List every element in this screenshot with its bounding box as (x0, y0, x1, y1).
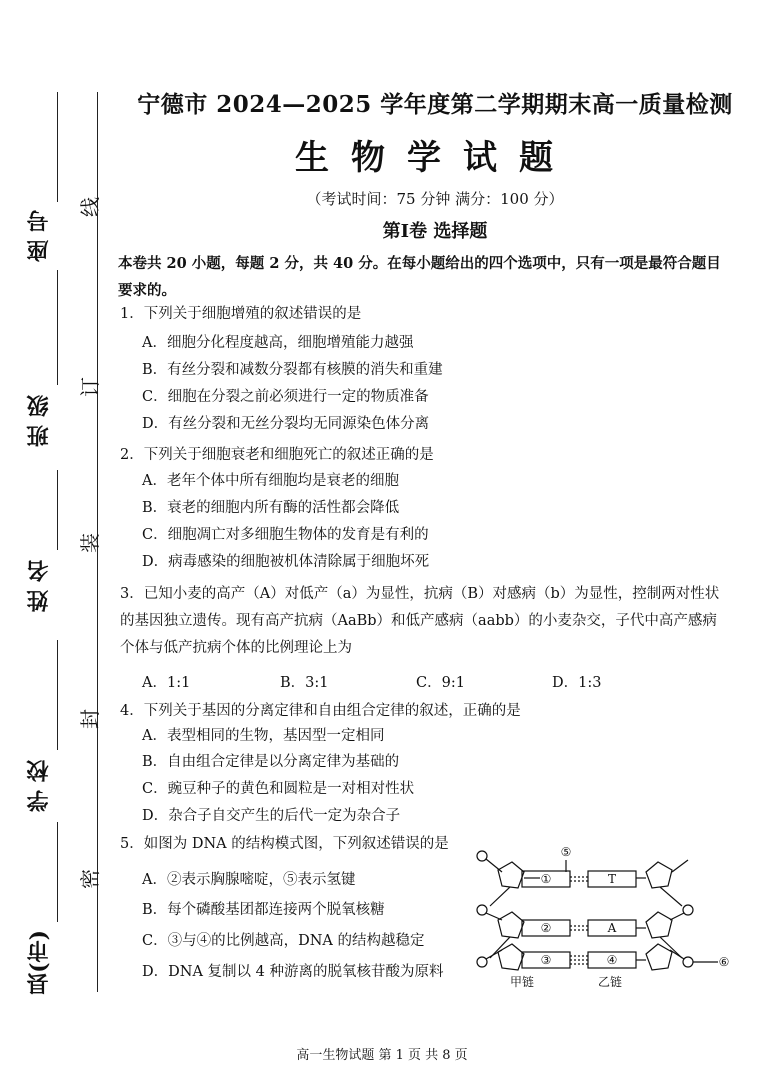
phosphate-circle (683, 905, 693, 915)
deoxyribose-pentagon (646, 944, 672, 970)
base-label-right-2: A (607, 921, 617, 935)
strand-label-b: 乙链 (597, 975, 623, 989)
question-3-stem: 3．已知小麦的高产（A）对低产（a）为显性，抗病（B）对感病（b）为显性，控制两对性状的基因独立遗传。现有高产抗病（AaBb）和低产感病（aabb）的小麦杂交，子代中高产感病个体与低产抗病个体的比例理论上为 (120, 586, 720, 656)
question-4-stem: 4．下列关于基因的分离定律和自由组合定律的叙述，正确的是 (120, 703, 521, 719)
phosphate-circle (683, 957, 693, 967)
blank-class (57, 270, 58, 385)
cut-mark-ding: 订 (78, 377, 102, 397)
deoxyribose-pentagon (646, 912, 672, 938)
deoxyribose-pentagon (498, 944, 524, 970)
question-5-stem: 5．如图为 DNA 的结构模式图，下列叙述错误的是 (120, 836, 449, 852)
question-2-option-d: D．病毒感染的细胞被机体清除属于细胞坏死 (142, 554, 430, 570)
label-name: 姓 名 (26, 560, 52, 612)
marker-right-label: ⑥ (718, 955, 730, 969)
question-4-option-a: A．表型相同的生物，基因型一定相同 (142, 728, 385, 744)
strand-label-a: 甲链 (509, 975, 535, 989)
section-heading: 第Ⅰ卷 选择题 (382, 221, 488, 242)
question-2-stem: 2．下列关于细胞衰老和细胞死亡的叙述正确的是 (120, 447, 434, 463)
question-4-option-c: C．豌豆种子的黄色和圆粒是一对相对性状 (142, 781, 415, 797)
question-4-option-d: D．杂合子自交产生的后代一定为杂合子 (142, 808, 401, 824)
label-class: 班 级 (26, 395, 52, 447)
cut-mark-xian: 线 (78, 197, 102, 217)
question-5-option-d: D．DNA 复制以 4 种游离的脱氧核苷酸为原料 (142, 964, 444, 980)
deoxyribose-pentagon (498, 862, 524, 888)
blank-school (57, 640, 58, 750)
deoxyribose-pentagon (498, 912, 524, 938)
dna-structure-figure (460, 840, 730, 990)
label-school: 学 校 (26, 760, 52, 812)
question-1-option-b: B．有丝分裂和减数分裂都有核膜的消失和重建 (142, 362, 443, 378)
phosphate-circle (477, 957, 487, 967)
question-1-option-c: C．细胞在分裂之前必须进行一定的物质准备 (142, 389, 429, 405)
cut-mark-feng: 封 (78, 709, 102, 729)
base-label-right-3: ④ (606, 953, 618, 967)
cut-mark-zhuang: 装 (78, 533, 102, 553)
question-1-stem: 1．下列关于细胞增殖的叙述错误的是 (120, 306, 362, 322)
marker-top-label: ⑤ (560, 845, 572, 859)
question-3-option-b: B．3:1 (280, 675, 329, 691)
page-footer: 高一生物试题 第 1 页 共 8 页 (296, 1048, 468, 1063)
blank-county (57, 822, 58, 922)
question-5-option-c: C．③与④的比例越高，DNA 的结构越稳定 (142, 933, 425, 949)
question-3-option-d: D．1:3 (552, 675, 602, 691)
base-label-left-1: ① (540, 872, 552, 886)
exam-title: 宁德市 2024—2025 学年度第二学期期末高一质量检测 (137, 91, 733, 118)
deoxyribose-pentagon (646, 862, 672, 888)
question-1-option-d: D．有丝分裂和无丝分裂均无同源染色体分离 (142, 416, 430, 432)
question-5-option-b: B．每个磷酸基团都连接两个脱氧核糖 (142, 902, 385, 918)
phosphate-circle (477, 851, 487, 861)
phosphate-circle (477, 905, 487, 915)
question-1-option-a: A．细胞分化程度越高，细胞增殖能力越强 (142, 335, 414, 351)
exam-meta: （考试时间：75 分钟 满分：100 分） (306, 190, 564, 208)
question-2-option-c: C．细胞凋亡对多细胞生物体的发育是有利的 (142, 527, 429, 543)
blank-name (57, 470, 58, 550)
base-label-left-3: ③ (540, 953, 552, 967)
base-label-right-1: T (607, 872, 617, 886)
question-2-option-a: A．老年个体中所有细胞均是衰老的细胞 (142, 473, 399, 489)
blank-seat (57, 92, 58, 202)
section-instructions: 本卷共 20 小题，每题 2 分，共 40 分。在每小题给出的四个选项中，只有一项是最符合题目要求的。 (118, 255, 721, 299)
base-label-left-2: ② (540, 921, 552, 935)
label-seat: 座 号 (26, 210, 52, 262)
subject-title: 生物学试题 (295, 138, 575, 178)
question-3-option-c: C．9:1 (416, 675, 465, 691)
question-5-option-a: A．②表示胸腺嘧啶，⑤表示氢键 (142, 872, 356, 888)
question-2-option-b: B．衰老的细胞内所有酶的活性都会降低 (142, 500, 400, 516)
question-4-option-b: B．自由组合定律是以分离定律为基础的 (142, 754, 400, 770)
question-3-option-a: A．1:1 (142, 675, 191, 691)
label-county: 县(市) (26, 930, 52, 995)
cut-mark-mi: 密 (78, 869, 102, 889)
